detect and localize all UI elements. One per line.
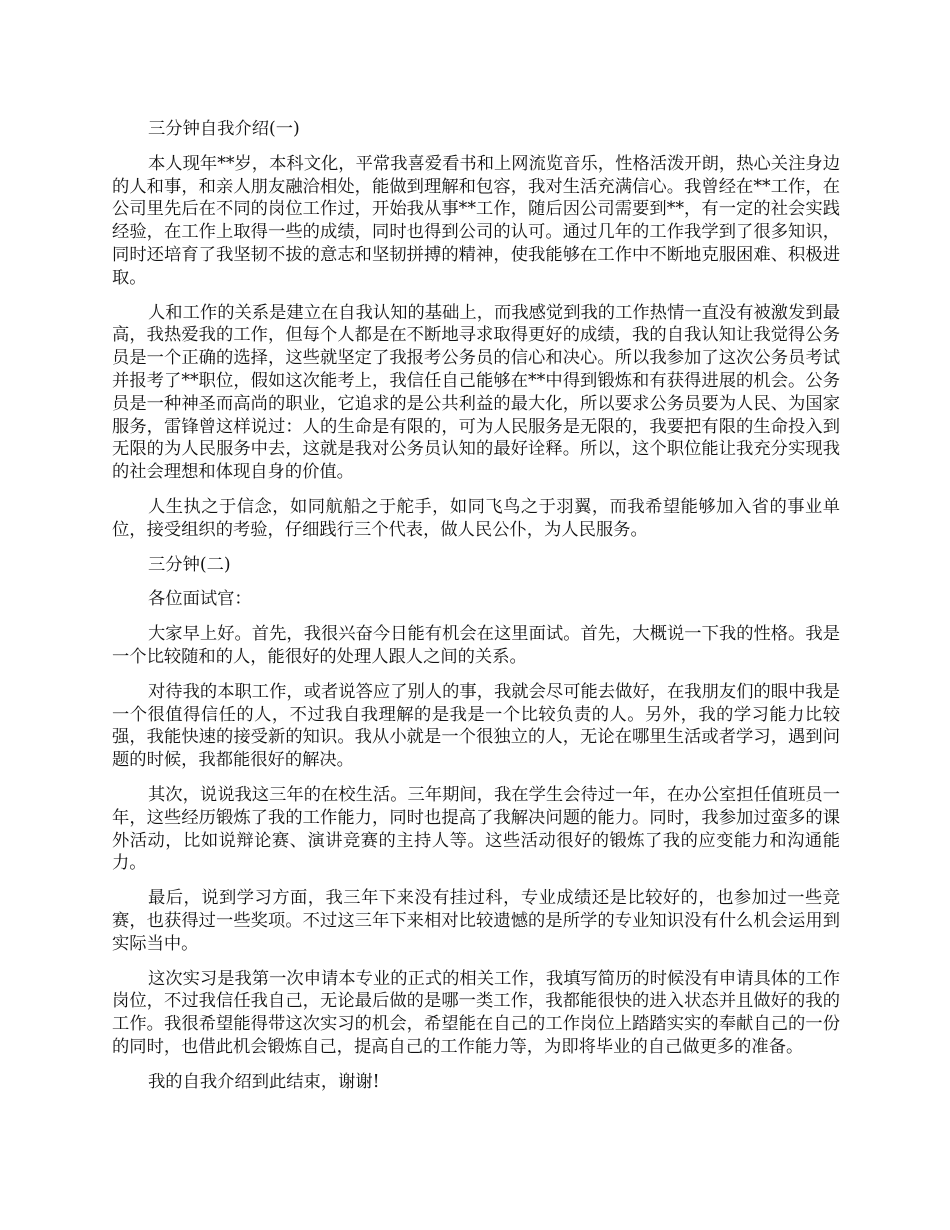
section-heading-one: 三分钟自我介绍(一) [148, 119, 300, 139]
section-heading-two: 三分钟(二) [148, 554, 231, 575]
paragraph: 本人现年**岁，本科文化，平常我喜爱看书和上网流览音乐，性格活泼开朗，热心关注身边的人和事，和亲人朋友融洽相处，能做到理解和包容，我对生活充满信心。我曾经在**工作，在公司里先后在不同的岗位工作过，开始我从事**工作，随后因公司需要到**，有一定的社会实践经验，在工作上取得一些的成绩，同时也得到公司的认可。通过几年的工作我学到了很多知识，同时还培育了我坚韧不拔的意志和坚韧拼搏的精神，使我能够在工作中不断地克服困难、积极进取。 [112, 153, 840, 288]
paragraph: 对待我的本职工作，或者说答应了别人的事，我就会尽可能去做好，在我朋友们的眼中我是一个很值得信任的人，不过我自我理解的是我是一个比较负责的人。另外，我的学习能力比较强，我能快速的接受新的知识。我从小就是一个很独立的人，无论在哪里生活或者学习，遇到问题的时候，我都能很好的解决。 [112, 681, 840, 771]
paragraph: 最后，说到学习方面，我三年下来没有挂过科，专业成绩还是比较好的，也参加过一些竞赛，也获得过一些奖项。不过这三年下来相对比较遗憾的是所学的专业知识没有什么机会运用到实际当中。 [112, 888, 840, 954]
paragraph: 其次，说说我这三年的在校生活。三年期间，我在学生会待过一年，在办公室担任值班员一年，这些经历锻炼了我的工作能力，同时也提高了我解决问题的能力。同时，我参加过蛮多的课外活动，比如说辩论赛、演讲竞赛的主持人等。这些活动很好的锻炼了我的应变能力和沟通能力。 [112, 784, 840, 874]
document-body [112, 118, 840, 1105]
paragraph: 人和工作的关系是建立在自我认知的基础上，而我感觉到我的工作热情一直没有被激发到最高，我热爱我的工作，但每个人都是在不断地寻求取得更好的成绩，我的自我认知让我觉得公务员是一个正确的选择，这些就坚定了我报考公务员的信心和决心。所以我参加了这次公务员考试并报考了**职位，假如这次能考上，我信任自己能够在**中得到锻炼和有获得进展的机会。公务员是一种神圣而高尚的职业，它追求的是公共利益的最大化，所以要求公务员要为人民、为国家服务，雷锋曾这样说过：人的生命是有限的，可为人民服务是无限的，我要把有限的生命投入到无限的为人民服务中去，这就是我对公务员认知的最好诠释。所以，这个职位能让我充分实现我的社会理想和体现自身的价值。 [112, 302, 840, 483]
closing: 我的自我介绍到此结束，谢谢! [148, 1071, 380, 1092]
paragraph: 人生执之于信念，如同航船之于舵手，如同飞鸟之于羽翼，而我希望能够加入省的事业单位，接受组织的考验，仔细践行三个代表，做人民公仆，为人民服务。 [112, 496, 840, 540]
paragraph: 大家早上好。首先，我很兴奋今日能有机会在这里面试。首先，大概说一下我的性格。我是一个比较随和的人，能很好的处理人跟人之间的关系。 [112, 624, 840, 667]
salutation: 各位面试官： [148, 589, 252, 610]
paragraph: 这次实习是我第一次申请本专业的正式的相关工作，我填写简历的时候没有申请具体的工作岗位，不过我信任我自己，无论最后做的是哪一类工作，我都能很快的进入状态并且做好的我的工作。我很希望能得带这次实习的机会，希望能在自己的工作岗位上踏踏实实的奉献自己的一份的同时，也借此机会锻炼自己，提高自己的工作能力等，为即将毕业的自己做更多的准备。 [112, 968, 840, 1057]
